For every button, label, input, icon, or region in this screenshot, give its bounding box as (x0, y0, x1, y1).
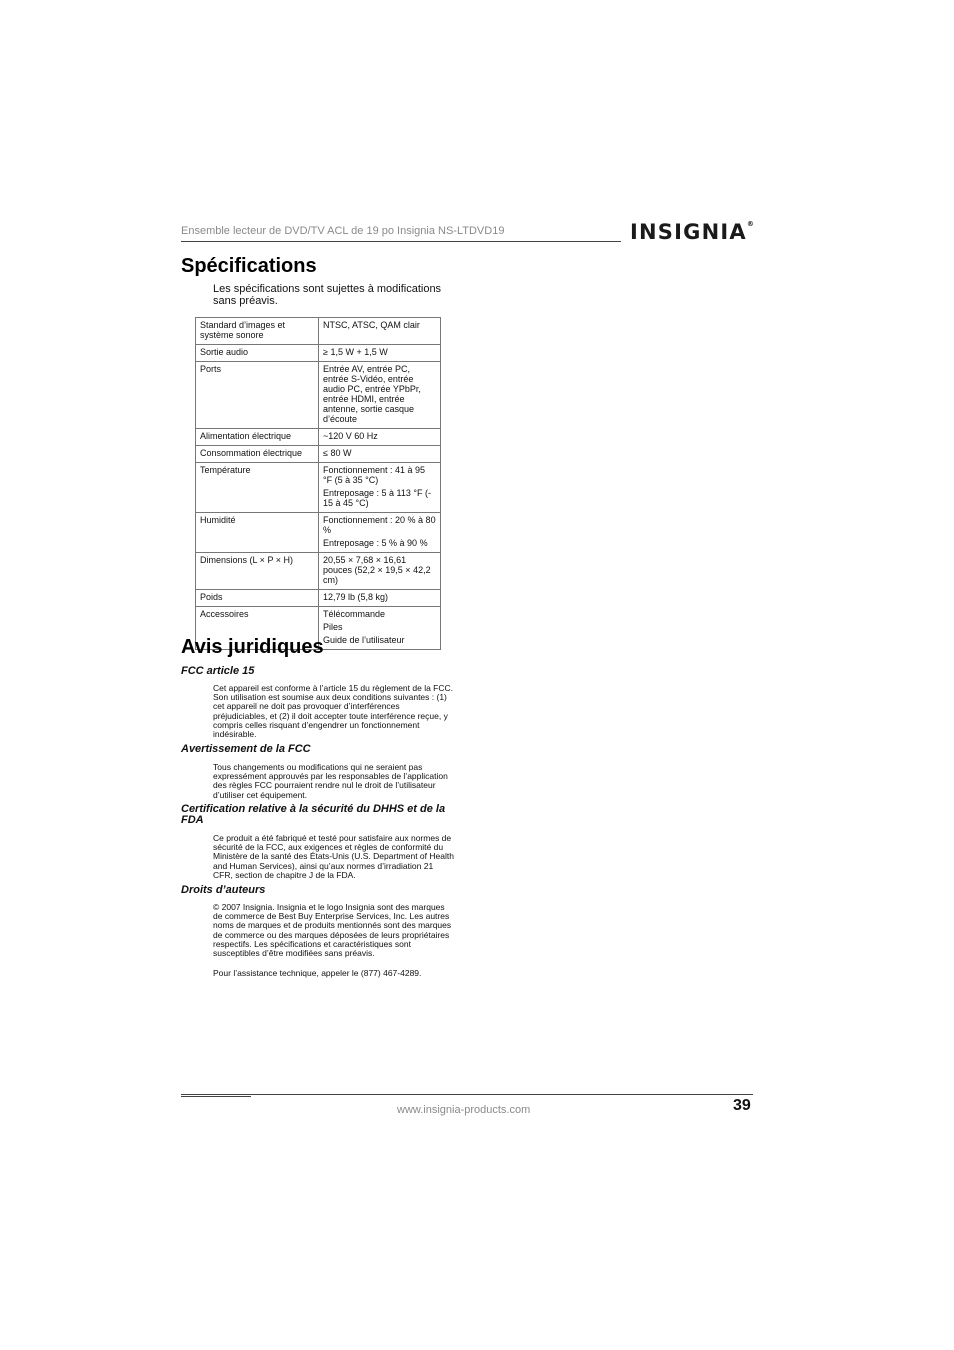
spec-value-cell (319, 590, 441, 607)
header-rule (181, 241, 621, 242)
logo-text: INSIGNIA (630, 220, 747, 244)
header-title: Ensemble lecteur de DVD/TV ACL de 19 po Insignia NS-LTDVD19 (181, 225, 505, 237)
spec-label: Standard d’images et système sonore (196, 318, 319, 345)
spec-value-cell (319, 446, 441, 463)
spec-value: NTSC, ATSC, QAM clair (323, 320, 420, 330)
spec-label: Température (196, 463, 319, 513)
page-number: 39 (733, 1097, 751, 1114)
spec-value: Entreposage : 5 % à 90 % (323, 538, 428, 548)
specifications-intro: Les spécifications sont sujettes à modifications sans préavis. (213, 283, 442, 307)
spec-value: 12,79 lb (5,8 kg) (323, 592, 389, 602)
section-heading-dhhs-fda: Certification relative à la sécurité du DHHS et de la FDA (181, 803, 446, 826)
specifications-title: Spécifications (181, 255, 317, 277)
spec-label: Poids (196, 590, 319, 607)
footer-rule (181, 1094, 753, 1095)
footer-url[interactable]: www.insignia-products.com (397, 1104, 531, 1116)
spec-value: Fonctionnement : 41 à 95 °F (5 à 35 °C) (323, 465, 426, 485)
insignia-logo (630, 220, 754, 244)
spec-row (196, 345, 441, 362)
spec-label: Consommation électrique (196, 446, 319, 463)
section-heading-copyright: Droits d’auteurs (181, 884, 266, 896)
spec-row (196, 429, 441, 446)
legal-notices-title: Avis juridiques (181, 636, 324, 658)
spec-row (196, 446, 441, 463)
spec-value: ≤ 80 W (323, 448, 352, 458)
spec-value: Entreposage : 5 à 113 °F (- 15 à 45 °C) (323, 488, 431, 508)
spec-value: Piles (323, 622, 343, 632)
spec-label: Sortie audio (196, 345, 319, 362)
spec-value-cell (319, 345, 441, 362)
spec-value: Guide de l’utilisateur (323, 635, 405, 645)
paragraph-fcc-article-15: Cet appareil est conforme à l’article 15 du règlement de la FCC. Son utilisation est soumise aux deux conditions suivantes : (1) cet appareil ne doit pas provoquer d’interférences préjudiciables, et (2) il doit accepter toute interférence reçue, y compris celles risquant d’engendrer un fonctionnement indésirable. (213, 683, 454, 740)
spec-label: Ports (196, 362, 319, 429)
spec-value-cell (319, 553, 441, 590)
spec-row (196, 463, 441, 513)
spec-label: Alimentation électrique (196, 429, 319, 446)
logo-registered-mark: ® (746, 220, 754, 228)
spec-value: ~120 V 60 Hz (323, 431, 378, 441)
specifications-table (195, 317, 441, 650)
spec-value: Entrée AV, entrée PC, entrée S-Vidéo, entrée audio PC, entrée YPbPr, entrée HDMI, entrée antenne, sortie casque d’écoute (323, 364, 421, 424)
section-heading-fcc-warning: Avertissement de la FCC (181, 743, 311, 755)
spec-value: Fonctionnement : 20 % à 80 % (323, 515, 436, 535)
section-heading-fcc-article-15: FCC article 15 (181, 665, 255, 677)
spec-row (196, 590, 441, 607)
paragraph-fcc-warning: Tous changements ou modifications qui ne seraient pas expressément approuvés par les responsables de l’application des règles FCC pourraient rendre nul le droit de l’utilisateur d’utiliser cet équipement. (213, 762, 448, 800)
spec-row (196, 362, 441, 429)
spec-value-cell (319, 513, 441, 553)
spec-value-cell (319, 362, 441, 429)
spec-value-cell (319, 463, 441, 513)
spec-value-cell (319, 429, 441, 446)
paragraph-copyright: © 2007 Insignia. Insignia et le logo Insignia sont des marques de commerce de Best Buy Enterprise Services, Inc. Les autres noms de marques et de produits mentionnés sont des marques de commerce ou des marques déposées de leurs propriétaires respectifs. Les spécifications et caractéristiques sont susceptibles d’être modifiées sans préavis. (213, 902, 452, 959)
spec-row (196, 318, 441, 345)
paragraph-dhhs-fda: Ce produit a été fabriqué et testé pour satisfaire aux normes de sécurité de la FCC, aux exigences et règles de conformité du Ministère de la santé des États-Unis (U.S. Department of Health and Human Services), ainsi qu’aux normes d’irradiation 21 CFR, section de chapitre J de la FDA. (213, 833, 454, 880)
spec-label: Accessoires (196, 607, 319, 650)
spec-label: Dimensions (L × P × H) (196, 553, 319, 590)
spec-value: 20,55 × 7,68 × 16,61 pouces (52,2 × 19,5 × 42,2 cm) (323, 555, 431, 585)
spec-value-cell (319, 318, 441, 345)
spec-row (196, 513, 441, 553)
spec-row (196, 553, 441, 590)
spec-label: Humidité (196, 513, 319, 553)
paragraph-tech-support: Pour l’assistance technique, appeler le (877) 467-4289. (213, 968, 422, 978)
spec-value-cell (319, 607, 441, 650)
spec-value: ≥ 1,5 W + 1,5 W (323, 347, 388, 357)
spec-value: Télécommande (323, 609, 386, 619)
footer-rule-accent (181, 1096, 251, 1097)
